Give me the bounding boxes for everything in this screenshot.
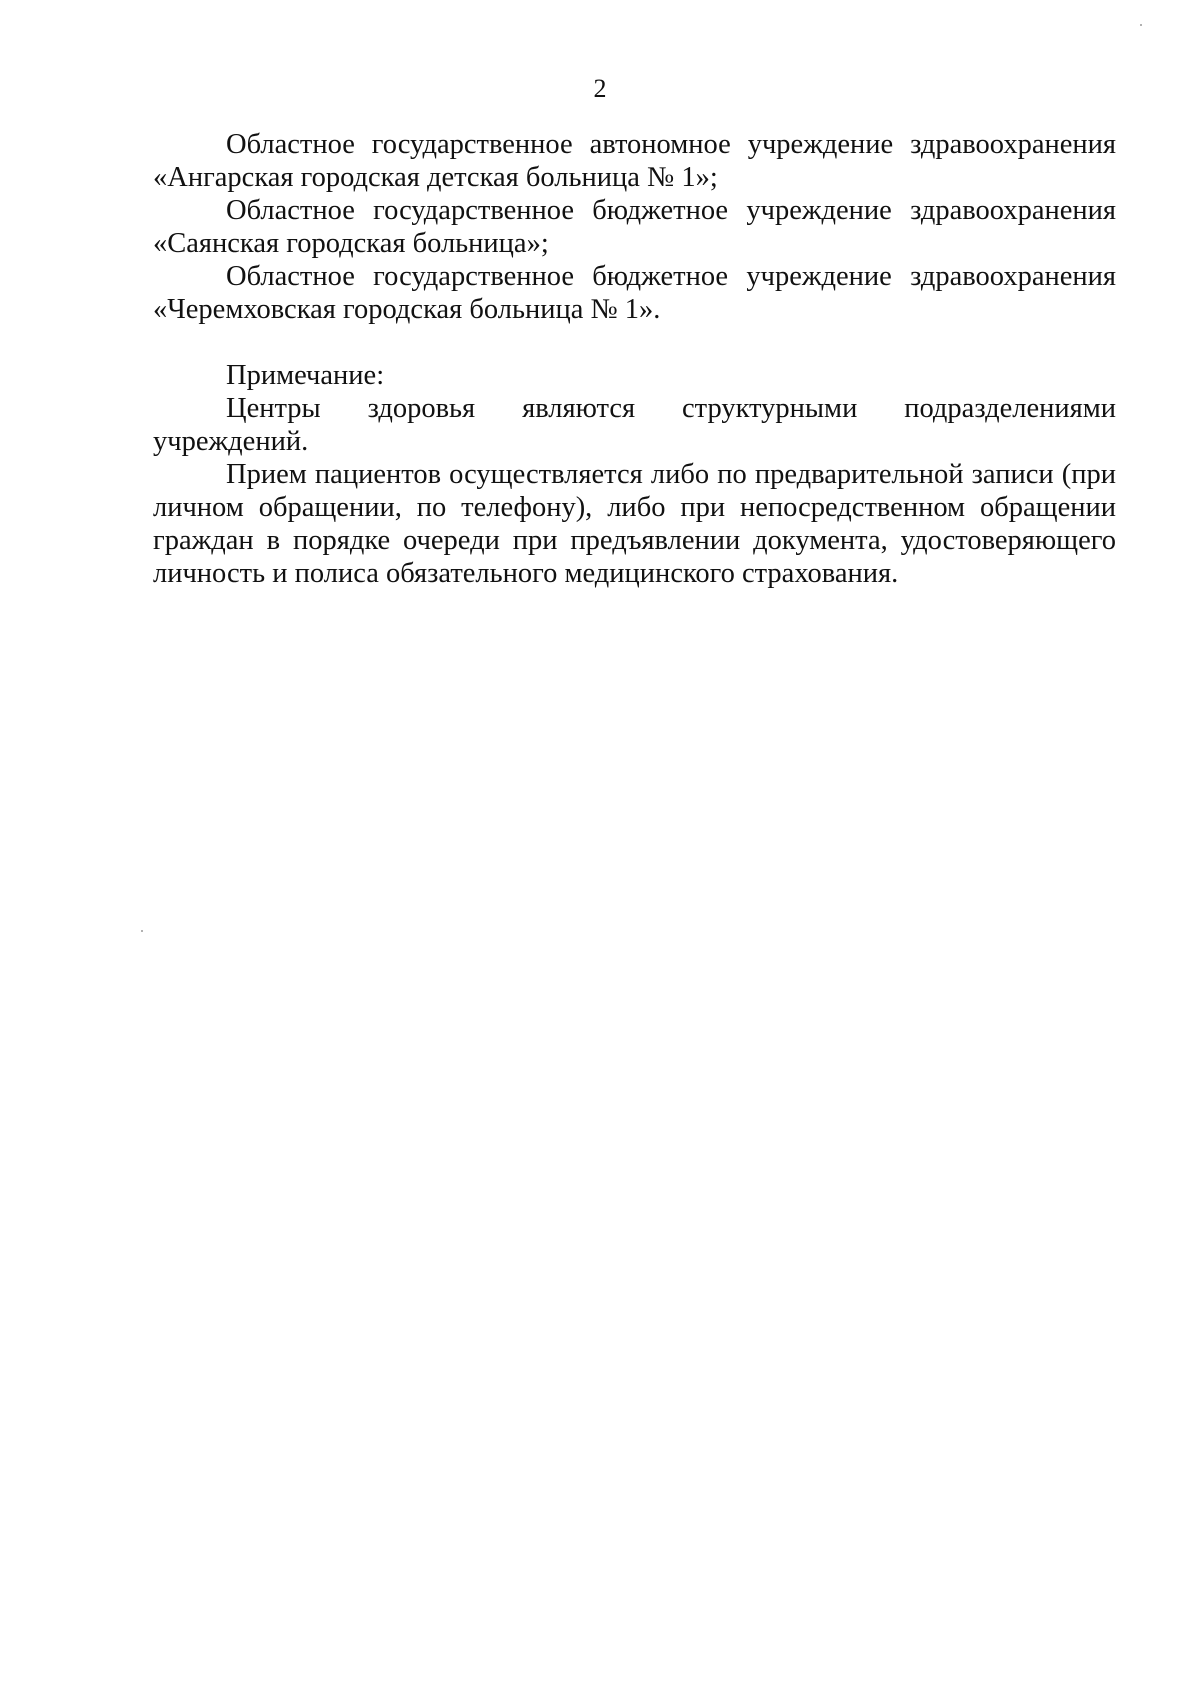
note-paragraph-health-centers: Центры здоровья являются структурными подразделениями учреждений. [153, 393, 1116, 457]
page-number: 2 [593, 74, 607, 103]
note-heading: Примечание: [226, 360, 385, 391]
document-body [153, 128, 1116, 590]
scan-speck [141, 930, 143, 932]
note-paragraph-patient-admission: Прием пациентов осуществляется либо по предварительной записи (при личном обращении, по телефону), либо при непосредственном обращении граждан в порядке очереди при предъявлении документа, удостоверяющего личность и полиса обязательного медицинского страхования. [153, 459, 1116, 589]
scan-speck [1140, 24, 1142, 26]
institution-paragraph-cheremkhovo: Областное государственное бюджетное учреждение здравоохранения «Черемховская городская больница № 1». [153, 261, 1116, 325]
institution-paragraph-angarsk: Областное государственное автономное учреждение здравоохранения «Ангарская городская детская больница № 1»; [153, 129, 1116, 193]
institution-paragraph-sayansk: Областное государственное бюджетное учреждение здравоохранения «Саянская городская больница»; [153, 195, 1116, 259]
